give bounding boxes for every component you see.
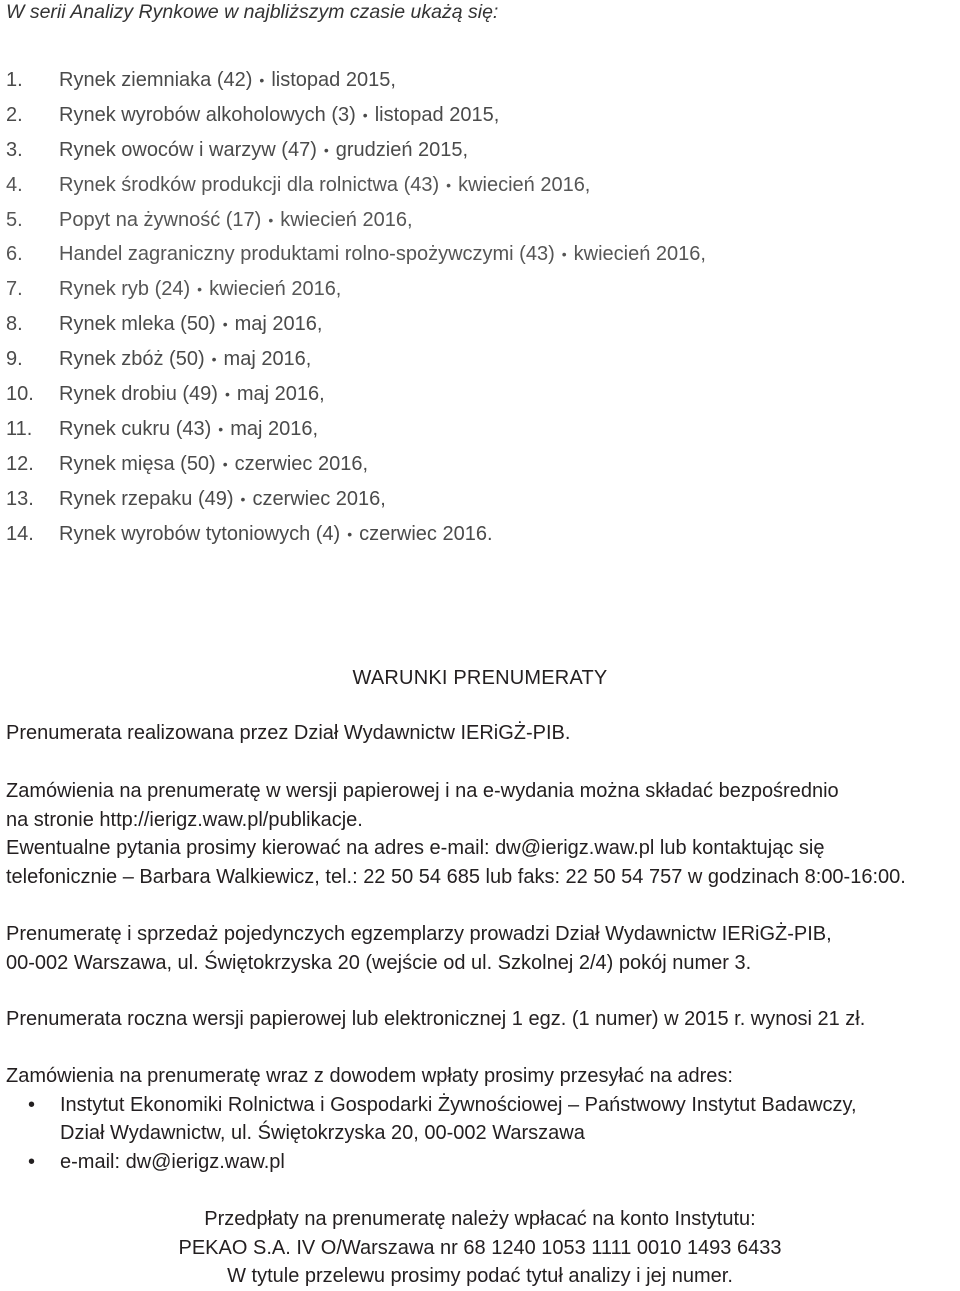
orders-text-line2: na stronie http://ierigz.waw.pl/publikacje. [6, 808, 363, 831]
series-item-number: 5. [6, 208, 23, 231]
bullet-separator-icon: • [240, 490, 246, 507]
payment-line3: W tytule przelewu prosimy podać tytuł analizy i jej numer. [227, 1265, 733, 1287]
series-item-title: Rynek mleka (50) [59, 313, 216, 336]
series-item-number: 6. [6, 243, 23, 266]
series-list [6, 63, 706, 551]
series-item-date: czerwiec 2016, [252, 487, 386, 510]
series-item-date: maj 2016, [234, 313, 323, 336]
bullet-icon: • [28, 1093, 36, 1116]
send-orders-block [6, 1062, 956, 1176]
series-item-number: 9. [6, 348, 23, 371]
series-item-date: kwiecień 2016, [280, 208, 413, 231]
orders-block [6, 777, 956, 891]
series-item [6, 63, 706, 98]
series-item-title: Rynek ziemniaka (42) [59, 69, 253, 91]
series-item-date: maj 2016, [223, 348, 312, 371]
realized-by-text: Prenumerata realizowana przez Dział Wydawnictw IERiGŻ-PIB. [6, 722, 571, 744]
series-item-title: Popyt na żywność (17) [59, 208, 262, 231]
series-item-number: 2. [6, 103, 23, 126]
bullet-separator-icon: • [446, 176, 452, 193]
series-item-title: Rynek owoców i warzyw (47) [59, 138, 317, 161]
series-item-title: Rynek zbóż (50) [59, 348, 205, 371]
series-item-number: 3. [6, 138, 23, 161]
series-item-number: 13. [6, 487, 34, 510]
bullet-icon: • [28, 1150, 36, 1173]
series-item-title: Rynek wyrobów tytoniowych (4) [59, 522, 341, 545]
orders-text-line1: Zamówienia na prenumeratę w wersji papierowej i na e-wydania można składać bezpośrednio [6, 780, 839, 802]
series-item [6, 272, 706, 307]
series-item-date: maj 2016, [236, 383, 325, 406]
series-item-date: kwiecień 2016, [209, 278, 342, 301]
bullet-separator-icon: • [268, 211, 274, 228]
series-item-date: maj 2016, [230, 417, 319, 440]
subscription-heading: WARUNKI PRENUMERATY [352, 667, 608, 689]
series-item-date: czerwiec 2016, [234, 452, 369, 475]
series-item [6, 133, 706, 168]
series-item-title: Rynek wyrobów alkoholowych (3) [59, 103, 356, 126]
address-list [6, 1091, 956, 1177]
series-item-date: kwiecień 2016, [458, 173, 591, 196]
series-item-title: Rynek ryb (24) [59, 278, 191, 301]
series-item-date: kwiecień 2016, [573, 243, 706, 266]
bullet-separator-icon: • [362, 106, 368, 123]
series-item-number: 8. [6, 313, 23, 336]
realized-by-block [6, 719, 956, 748]
bullet-separator-icon: • [211, 351, 217, 368]
bullet-separator-icon: • [224, 386, 230, 403]
address-line2: Dział Wydawnictw, ul. Świętokrzyska 20, 00-002 Warszawa [60, 1122, 585, 1144]
series-item-title: Handel zagraniczny produktami rolno-spożywczymi (43) [59, 243, 555, 266]
series-item-title: Rynek cukru (43) [59, 417, 212, 440]
annual-price-text: Prenumerata roczna wersji papierowej lub elektronicznej 1 egz. (1 numer) w 2015 r. wynosi 21 zł. [6, 1008, 866, 1030]
bullet-separator-icon: • [561, 246, 567, 263]
sales-text-line2: 00-002 Warszawa, ul. Świętokrzyska 20 (wejście od ul. Szkolnej 2/4) pokój numer 3. [6, 951, 752, 974]
series-item [6, 237, 706, 272]
series-item [6, 342, 706, 377]
series-item [6, 203, 706, 238]
address-line1: Instytut Ekonomiki Rolnictwa i Gospodarki Żywnościowej – Państwowy Instytut Badawczy, [60, 1093, 857, 1116]
series-item [6, 517, 706, 552]
questions-text-line1: Ewentualne pytania prosimy kierować na adres e-mail: dw@ierigz.waw.pl lub kontaktując się [6, 837, 825, 859]
series-item-date: czerwiec 2016. [359, 522, 493, 545]
series-item-title: Rynek środków produkcji dla rolnictwa (43) [59, 173, 440, 196]
price-block [6, 1005, 956, 1034]
series-item-date: listopad 2015, [271, 69, 396, 91]
series-item [6, 482, 706, 517]
series-item-date: listopad 2015, [374, 103, 500, 126]
payment-block [0, 1205, 960, 1291]
address-list-item [6, 1091, 956, 1148]
series-item [6, 168, 706, 203]
payment-line1: Przedpłaty na prenumeratę należy wpłacać na konto Instytutu: [204, 1208, 756, 1230]
series-item-title: Rynek rzepaku (49) [59, 487, 234, 510]
email-list-item [6, 1148, 956, 1177]
series-item [6, 412, 706, 447]
bullet-separator-icon: • [222, 455, 228, 472]
series-intro: W serii Analizy Rynkowe w najbliższym czasie ukażą się: [6, 1, 499, 23]
bullet-separator-icon: • [259, 72, 265, 88]
series-item-number: 7. [6, 278, 23, 301]
bullet-separator-icon: • [197, 281, 203, 298]
sales-text-line1: Prenumeratę i sprzedaż pojedynczych egzemplarzy prowadzi Dział Wydawnictw IERiGŻ-PIB, [6, 923, 832, 945]
bullet-separator-icon: • [222, 316, 228, 333]
series-item-date: grudzień 2015, [335, 138, 469, 161]
series-item [6, 307, 706, 342]
bullet-separator-icon: • [323, 141, 329, 158]
sales-block [6, 920, 956, 977]
questions-text-line2: telefonicznie – Barbara Walkiewicz, tel.: 22 50 54 685 lub faks: 22 50 54 757 w godzinach 8:00-16:00. [6, 865, 906, 888]
series-item [6, 377, 706, 412]
series-item-number: 10. [6, 383, 34, 406]
payment-line2: PEKAO S.A. IV O/Warszawa nr 68 1240 1053 1111 0010 1493 6433 [178, 1236, 782, 1259]
send-orders-text: Zamówienia na prenumeratę wraz z dowodem wpłaty prosimy przesyłać na adres: [6, 1065, 733, 1087]
series-item-number: 14. [6, 522, 34, 545]
series-item-number: 12. [6, 452, 34, 475]
series-item [6, 447, 706, 482]
bullet-separator-icon: • [347, 525, 353, 542]
series-item [6, 98, 706, 133]
series-item-number: 1. [6, 69, 23, 91]
series-item-title: Rynek drobiu (49) [59, 383, 218, 406]
email-text: e-mail: dw@ierigz.waw.pl [60, 1150, 285, 1173]
series-item-title: Rynek mięsa (50) [59, 452, 216, 475]
series-item-number: 4. [6, 173, 23, 196]
bullet-separator-icon: • [218, 420, 224, 437]
series-item-number: 11. [6, 417, 33, 440]
